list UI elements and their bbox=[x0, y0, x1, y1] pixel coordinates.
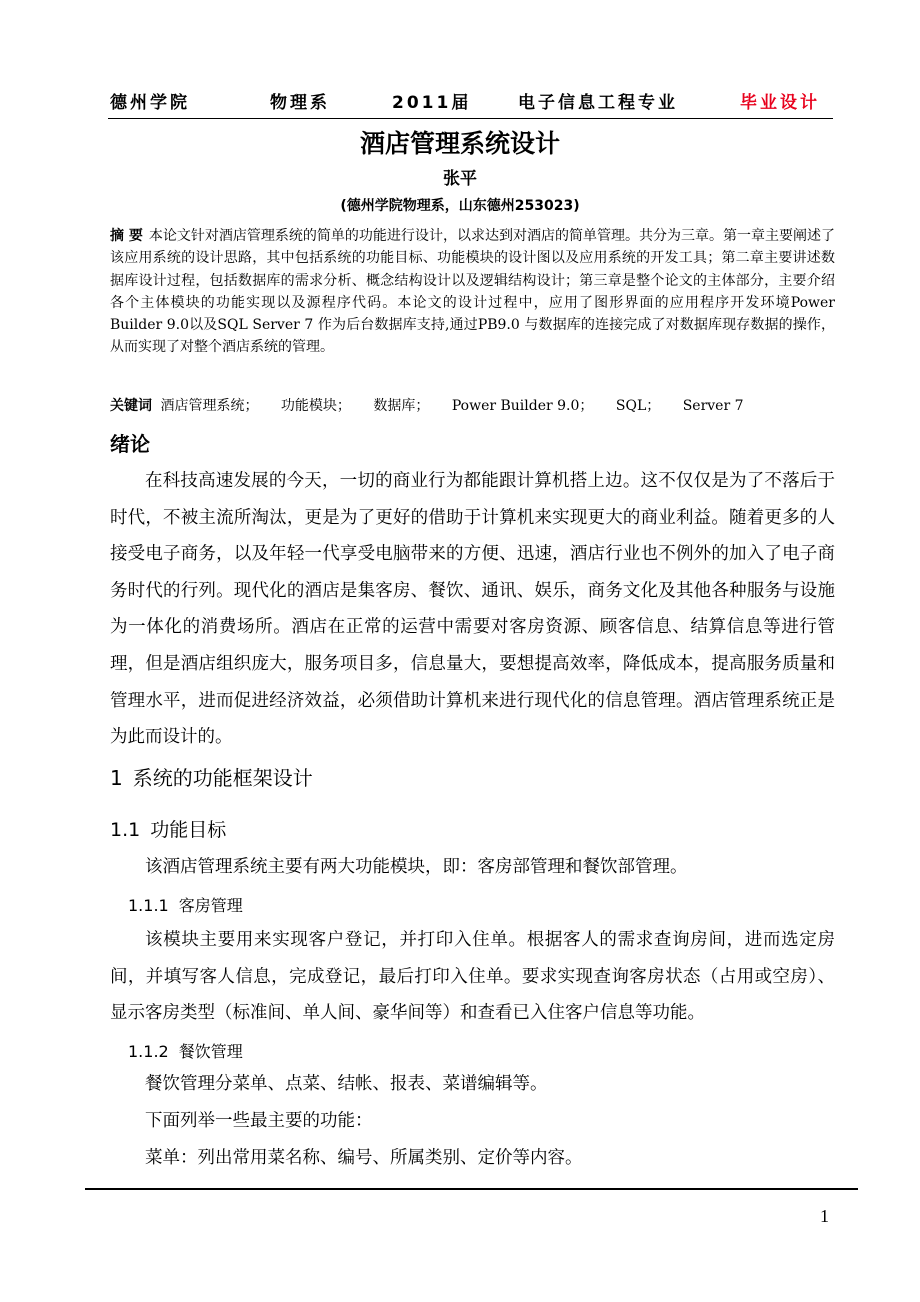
abstract-text: 本论文针对酒店管理系统的简单的功能进行设计，以求达到对酒店的简单管理。共分为三章。第一章主要阐述了该应用系统的设计思路，其中包括系统的功能目标、功能模块的设计图以及应用系统的开发工具；第二章主要讲述数据库设计过程，包括数据库的需求分析、概念结构设计以及逻辑结构设计；第三章是整个论文的主体部分，主要介绍各个主体模块的功能实现以及源程序代码。本论文的设计过程中，应用了图形界面的应用程序开发环境Power Builder 9.0以及SQL Server 7 作为后台数据库支持,通过PB9.0 与数据库的连接完成了对数据库现存数据的操作，从而实现了对整个酒店系统的管理。 bbox=[110, 228, 836, 356]
section-number: 1.1.1 bbox=[128, 896, 169, 915]
header-major: 电子信息工程专业 bbox=[518, 93, 678, 113]
section-1-1-heading bbox=[110, 815, 226, 842]
section-1-1-2-heading bbox=[128, 1039, 243, 1062]
section-title: 客房管理 bbox=[178, 896, 243, 915]
keywords-line bbox=[110, 395, 835, 417]
author-name: 张平 bbox=[443, 169, 477, 189]
section-title: 系统的功能框架设计 bbox=[132, 766, 313, 790]
page-header bbox=[108, 88, 833, 116]
section-1-1-2-paragraph: 菜单：列出常用菜名称、编号、所属类别、定价等内容。 bbox=[145, 1148, 583, 1168]
section-1-1-paragraph: 该酒店管理系统主要有两大功能模块，即：客房部管理和餐饮部管理。 bbox=[145, 857, 688, 877]
header-doc-type: 毕业设计 bbox=[740, 93, 820, 113]
keyword-item: 数据库； bbox=[373, 398, 430, 414]
keyword-item: 酒店管理系统； bbox=[160, 398, 259, 414]
author-affiliation: (德州学院物理系，山东德州253023) bbox=[340, 198, 580, 214]
page-number: 1 bbox=[820, 1206, 829, 1226]
abstract-block bbox=[110, 225, 835, 359]
keyword-item: Server 7 bbox=[682, 398, 744, 414]
section-1-1-1-heading bbox=[128, 893, 243, 916]
section-1-heading bbox=[110, 762, 313, 791]
paper-title: 酒店管理系统设计 bbox=[359, 129, 560, 158]
section-title: 功能目标 bbox=[150, 819, 227, 841]
section-number: 1.1 bbox=[110, 819, 141, 841]
intro-paragraph: 在科技高速发展的今天，一切的商业行为都能跟计算机搭上边。这不仅仅是为了不落后于时代，不被主流所淘汰，更是为了更好的借助于计算机来实现更大的商业利益。随着更多的人接受电子商务，以及年轻一代享受电脑带来的方便、迅速，酒店行业也不例外的加入了电子商务时代的行列。现代化的酒店是集客房、餐饮、通讯、娱乐，商务文化及其他各种服务与设施为一体化的消费场所。酒店在正常的运营中需要对客房资源、顾客信息、结算信息等进行管理，但是酒店组织庞大，服务项目多，信息量大，要想提高效率，降低成本，提高服务质量和管理水平，进而促进经济效益，必须借助计算机来进行现代化的信息管理。酒店管理系统正是为此而设计的。 bbox=[110, 471, 835, 748]
header-divider bbox=[108, 118, 833, 119]
header-year: 2011届 bbox=[392, 93, 472, 113]
header-school: 德州学院 bbox=[110, 93, 190, 113]
section-1-1-2-paragraph: 下面列举一些最主要的功能： bbox=[145, 1111, 373, 1131]
section-1-1-1-paragraph: 该模块主要用来实现客户登记，并打印入住单。根据客人的需求查询房间，进而选定房间，并填写客人信息，完成登记，最后打印入住单。要求实现查询客房状态（占用或空房）、显示客房类型（标准间、单人间、豪华间等）和查看已入住客户信息等功能。 bbox=[110, 930, 835, 1024]
section-number: 1.1.2 bbox=[128, 1042, 169, 1061]
abstract-label: 摘 要 bbox=[110, 228, 143, 244]
section-1-1-2-paragraph: 餐饮管理分菜单、点菜、结帐、报表、菜谱编辑等。 bbox=[145, 1074, 548, 1094]
header-department: 物理系 bbox=[270, 93, 330, 113]
intro-heading: 绪论 bbox=[110, 432, 150, 456]
keyword-item: 功能模块； bbox=[280, 398, 351, 414]
keyword-item: Power Builder 9.0； bbox=[451, 398, 594, 414]
keywords-label: 关键词 bbox=[110, 398, 152, 414]
footer-divider bbox=[85, 1188, 858, 1190]
keyword-item: SQL； bbox=[615, 398, 661, 414]
section-title: 餐饮管理 bbox=[178, 1042, 243, 1061]
section-number: 1 bbox=[110, 766, 123, 790]
